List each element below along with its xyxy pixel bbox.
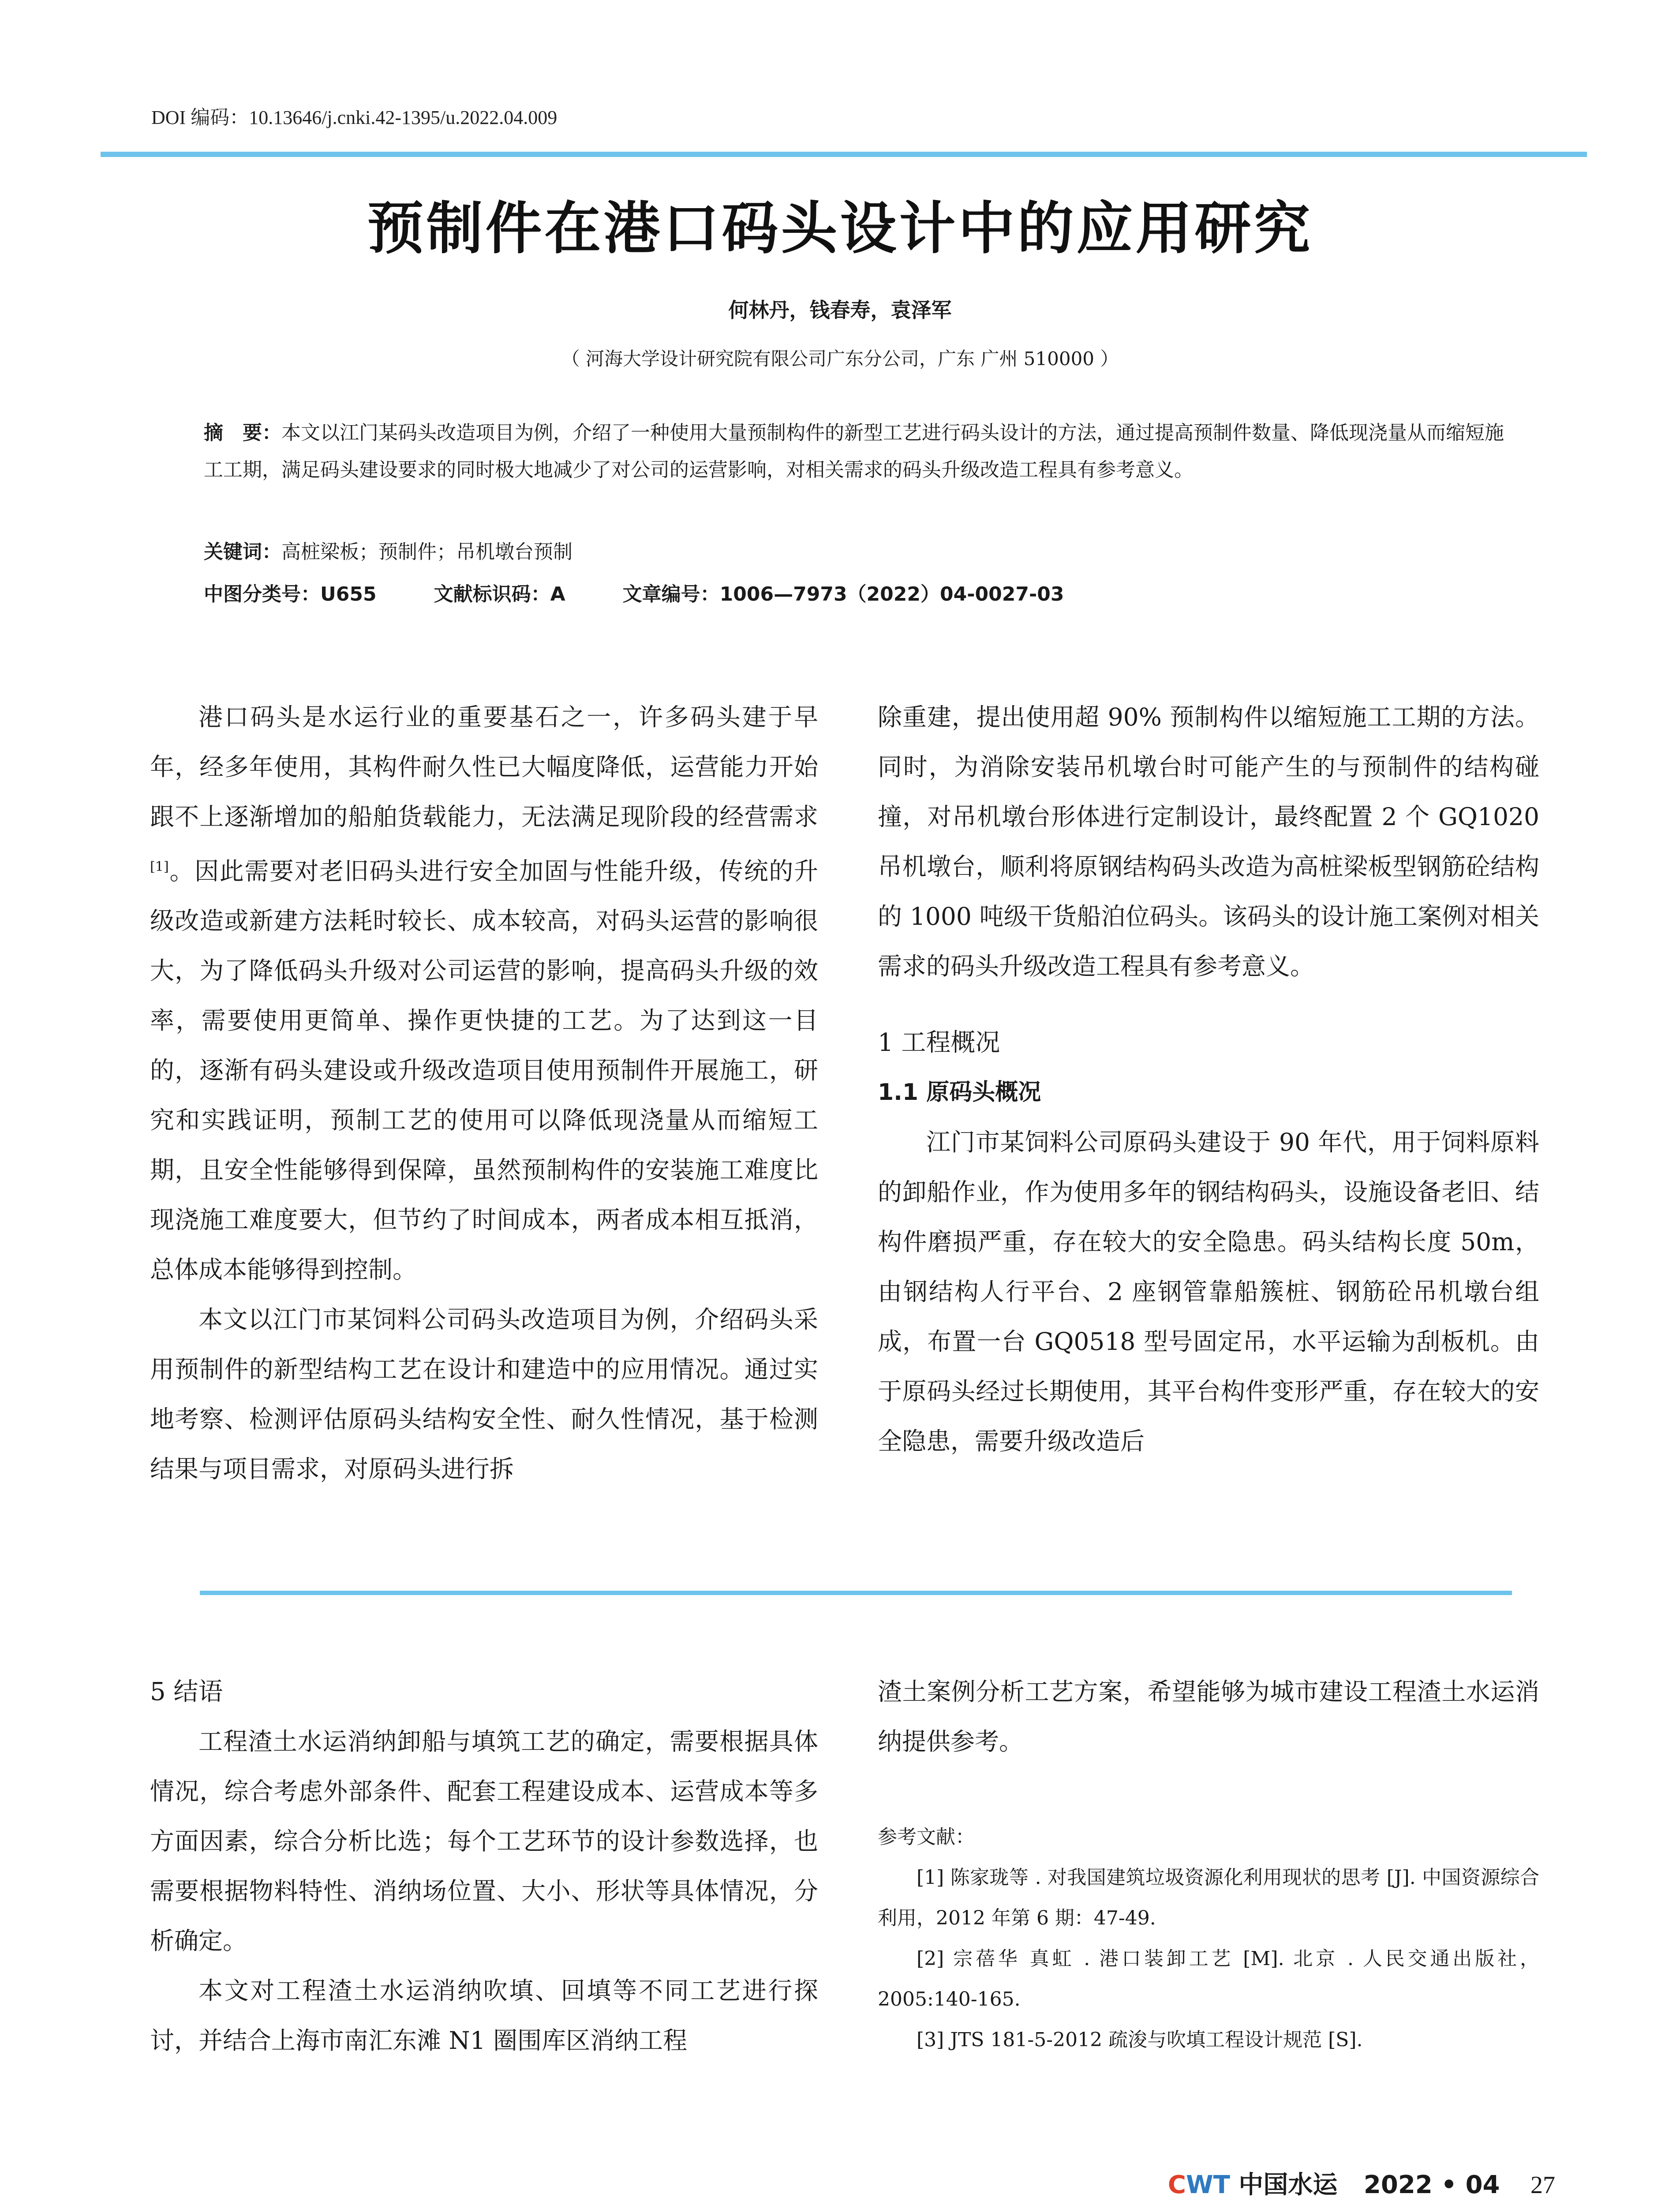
section-divider xyxy=(200,1591,1512,1595)
document-code: 文献标识码：A xyxy=(434,583,565,605)
section-heading: 5 结语 xyxy=(150,1678,223,1706)
abstract-label: 摘 要： xyxy=(204,422,281,444)
clc-number: 中图分类号：U655 xyxy=(204,583,377,605)
paragraph: 江门市某饲料公司原码头建设于 90 年代，用于饲料原料的卸船作业，作为使用多年的钢结构码头，设施设备老旧、结构件磨损严重，存在较大的安全隐患。码头结构长度 50m，由钢结构人行平台、2 座钢管靠船簇桩、钢筋砼吊机墩台组成，布置一台 GQ0518 型号固定吊，水平运输为刮板机。由于原码头经过长期使用，其平台构件变形严重，存在较大的安全隐患，需要升级改造后 xyxy=(878,1128,1539,1455)
body-right-column-top xyxy=(878,692,1539,1466)
keywords xyxy=(204,536,572,564)
paragraph xyxy=(150,692,818,1295)
top-divider xyxy=(101,152,1587,157)
keywords-text: 高桩梁板；预制件；吊机墩台预制 xyxy=(281,541,572,563)
classification-line xyxy=(204,578,1064,606)
paragraph: 工程渣土水运消纳卸船与填筑工艺的确定，需要根据具体情况，综合考虑外部条件、配套工程建设成本、运营成本等多方面因素，综合分析比选；每个工艺环节的设计参数选择，也需要根据物料特性、消纳场位置、大小、形状等具体情况，分析确定。 xyxy=(150,1727,818,1955)
article-number: 文章编号：1006—7973（2022）04-0027-03 xyxy=(622,583,1064,605)
page-number: 27 xyxy=(1530,2171,1555,2199)
paragraph: 除重建，提出使用超 90% 预制构件以缩短施工工期的方法。同时，为消除安装吊机墩台时可能产生的与预制件的结构碰撞，对吊机墩台形体进行定制设计，最终配置 2 个 GQ1020 吊机墩台，顺利将原钢结构码头改造为高桩梁板型钢筋砼结构的 1000 吨级干货船泊位码头。该码头的设计施工案例对相关需求的码头升级改造工程具有参考意义。 xyxy=(878,703,1539,980)
journal-logo-wt: WT xyxy=(1186,2171,1230,2199)
affiliation: （ 河海大学设计研究院有限公司广东分公司，广东 广州 510000 ） xyxy=(561,348,1119,370)
journal-name: 中国水运 xyxy=(1230,2171,1338,2199)
references-label: 参考文献： xyxy=(878,1826,975,1848)
subsection-heading: 1.1 原码头概况 xyxy=(878,1079,1041,1106)
article-title: 预制件在港口码头设计中的应用研究 xyxy=(367,195,1313,262)
journal-logo-c: C xyxy=(1167,2171,1186,2199)
citation-ref[interactable]: [1] xyxy=(150,859,169,875)
paragraph-text: 港口码头是水运行业的重要基石之一，许多码头建于早年，经多年使用，其构件耐久性已大幅度降低，运营能力开始跟不上逐渐增加的船舶货载能力，无法满足现阶段的经营需求 xyxy=(150,703,818,831)
paragraph: 渣土案例分析工艺方案，希望能够为城市建设工程渣土水运消纳提供参考。 xyxy=(878,1678,1539,1756)
body-right-column-bottom xyxy=(878,1667,1539,1767)
abstract xyxy=(204,415,1509,489)
authors: 何林丹，钱春寿，袁泽军 xyxy=(728,298,952,322)
reference-item: [3] JTS 181-5-2012 疏浚与吹填工程设计规范 [S]. xyxy=(917,2029,1363,2051)
paragraph: 本文以江门市某饲料公司码头改造项目为例，介绍码头采用预制件的新型结构工艺在设计和建造中的应用情况。通过实地考察、检测评估原码头结构安全性、耐久性情况，基于检测结果与项目需求，对原码头进行拆 xyxy=(150,1305,818,1484)
keywords-label: 关键词： xyxy=(204,541,281,563)
references xyxy=(878,1817,1539,2060)
abstract-text: 本文以江门某码头改造项目为例，介绍了一种使用大量预制构件的新型工艺进行码头设计的方法，通过提高预制件数量、降低现浇量从而缩短施工工期，满足码头建设要求的同时极大地减少了对公司的运营影响，对相关需求的码头升级改造工程具有参考意义。 xyxy=(204,422,1504,481)
issue-number: 2022 • 04 xyxy=(1363,2171,1500,2199)
body-left-column-top xyxy=(150,692,818,1494)
page-footer xyxy=(1168,2165,1555,2201)
body-left-column-bottom xyxy=(150,1667,818,2066)
paragraph-text: 。因此需要对老旧码头进行安全加固与性能升级，传统的升级改造或新建方法耗时较长、成本较高，对码头运营的影响很大，为了降低码头升级对公司运营的影响，提高码头升级的效率，需要使用更简单、操作更快捷的工艺。为了达到这一目的，逐渐有码头建设或升级改造项目使用预制件开展施工，研究和实践证明，预制工艺的使用可以降低现浇量从而缩短工期，且安全性能够得到保障，虽然预制构件的安装施工难度比现浇施工难度要大，但节约了时间成本，两者成本相互抵消，总体成本能够得到控制。 xyxy=(150,857,818,1284)
reference-item: [2] 宗蓓华 真虹 . 港口装卸工艺 [M]. 北京 . 人民交通出版社，2005:140-165. xyxy=(878,1947,1539,2011)
reference-item: [1] 陈家珑等 . 对我国建筑垃圾资源化利用现状的思考 [J]. 中国资源综合利用，2012 年第 6 期：47-49. xyxy=(878,1866,1539,1929)
doi-line: DOI 编码：10.13646/j.cnki.42-1395/u.2022.04.009 xyxy=(151,107,558,128)
paragraph: 本文对工程渣土水运消纳吹填、回填等不同工艺进行探讨，并结合上海市南汇东滩 N1 圈围库区消纳工程 xyxy=(150,1977,818,2055)
section-heading: 1 工程概况 xyxy=(878,1028,1000,1057)
